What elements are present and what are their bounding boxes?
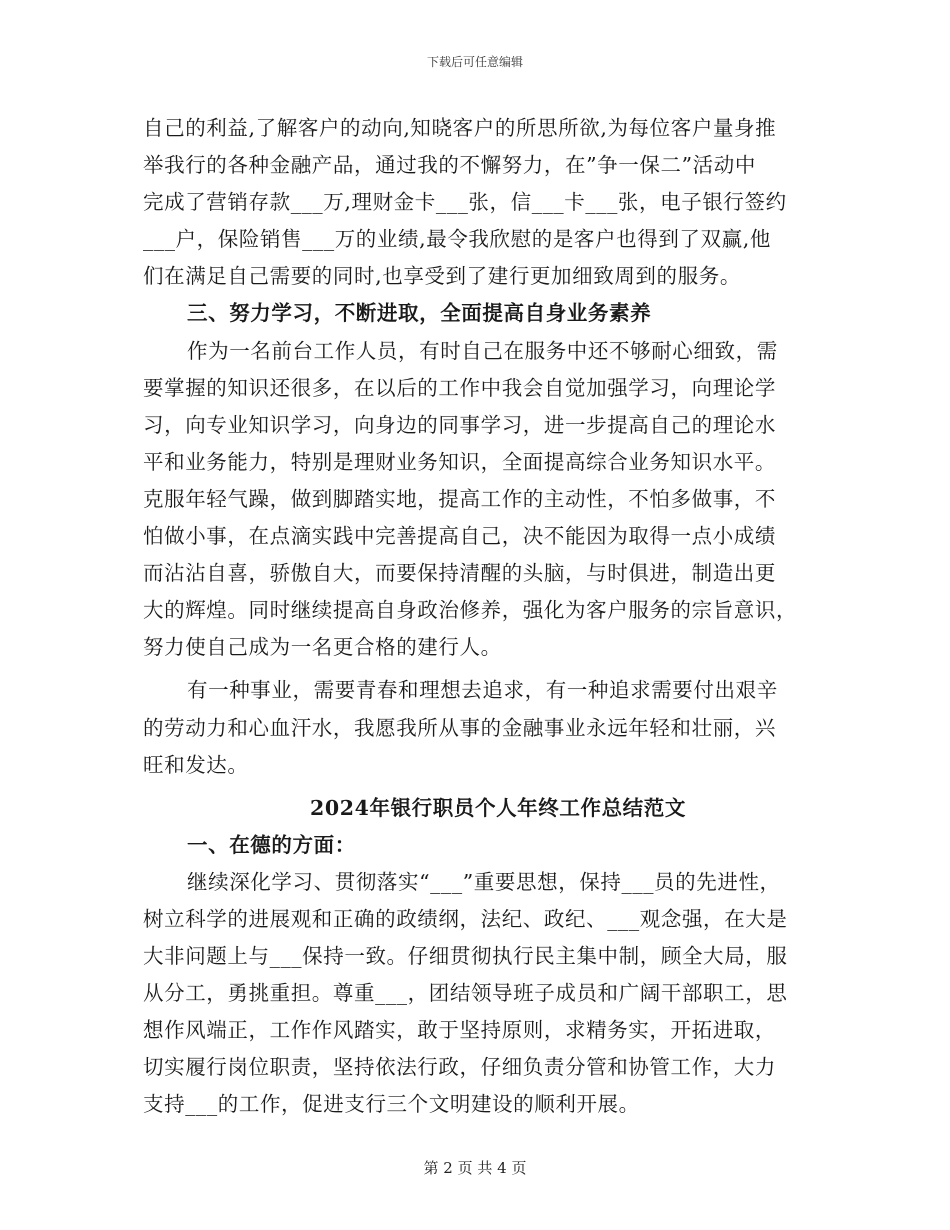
text-line: 怕做小事，在点滴实践中完善提高自己，决不能因为取得一点小成绩 [143,524,776,549]
text-line: 举我行的各种金融产品，通过我的不懈努力，在”争一保二”活动中 [143,153,756,178]
document-title: 2024年银行职员个人年终工作总结范文 [310,795,686,820]
text-line: 支持___的工作，促进支行三个文明建设的顺利开展。 [143,1092,640,1117]
text-line: 继续深化学习、贯彻落实“___”重要思想，保持___员的先进性， [187,869,781,894]
text-line: 旺和发达。 [143,752,249,777]
text-line: 大的辉煌。同时继续提高自身政治修养，强化为客户服务的宗旨意识， [143,598,798,623]
text-line: 树立科学的进展观和正确的政绩纲，法纪、政纪、___观念强，在大是 [143,906,788,931]
text-line: 的劳动力和心血汗水，我愿我所从事的金融事业永远年轻和壮丽，兴 [143,715,776,740]
text-line: 努力使自己成为一名更合格的建行人。 [143,635,502,660]
document-body [143,110,803,1124]
text-line: 克服年轻气躁，做到脚踏实地，提高工作的主动性，不怕多做事，不 [143,486,776,511]
header-note: 下载后可任意编辑 [426,55,523,69]
text-line: 有一种事业，需要青春和理想去追求，有一种追求需要付出艰辛 [187,678,778,703]
text-line: 切实履行岗位职责，坚持依法行政，仔细负责分管和协管工作，大力 [143,1055,776,1080]
text-line: 完成了营销存款___万,理财金卡___张，信___卡___张，电子银行签约 [143,190,787,215]
text-line: 想作风端正，工作作风踏实，敢于坚持原则，求精务实，开拓进取， [143,1018,776,1043]
text-line: ___户，保险销售___万的业绩,最令我欣慰的是客户也得到了双赢,他 [143,227,771,252]
text-line: 大非问题上与___保持一致。仔细贯彻执行民主集中制，顾全大局，服 [143,944,788,969]
text-line: 习，向专业知识学习，向身边的同事学习，进一步提高自己的理论水 [143,412,776,437]
section-heading: 三、努力学习，不断进取，全面提高自身业务素养 [187,301,652,326]
page-number: 第 2 页 共 4 页 [423,1159,527,1177]
text-line: 从分工，勇挑重担。尊重___，团结领导班子成员和广阔干部职工，思 [143,981,788,1006]
text-line: 自己的利益,了解客户的动向,知晓客户的所思所欲,为每位客户量身推 [143,116,777,140]
text-line: 们在满足自己需要的同时,也享受到了建行更加细致周到的服务。 [143,264,741,289]
text-line: 平和业务能力，特别是理财业务知识，全面提高综合业务知识水平。 [143,449,776,474]
section-heading: 一、在德的方面： [187,832,356,857]
text-line: 作为一名前台工作人员，有时自己在服务中还不够耐心细致，需 [187,338,778,363]
text-line: 要掌握的知识还很多，在以后的工作中我会自觉加强学习，向理论学 [143,375,776,400]
text-line: 而沾沾自喜，骄傲自大，而要保持清醒的头脑，与时俱进，制造出更 [143,561,776,586]
